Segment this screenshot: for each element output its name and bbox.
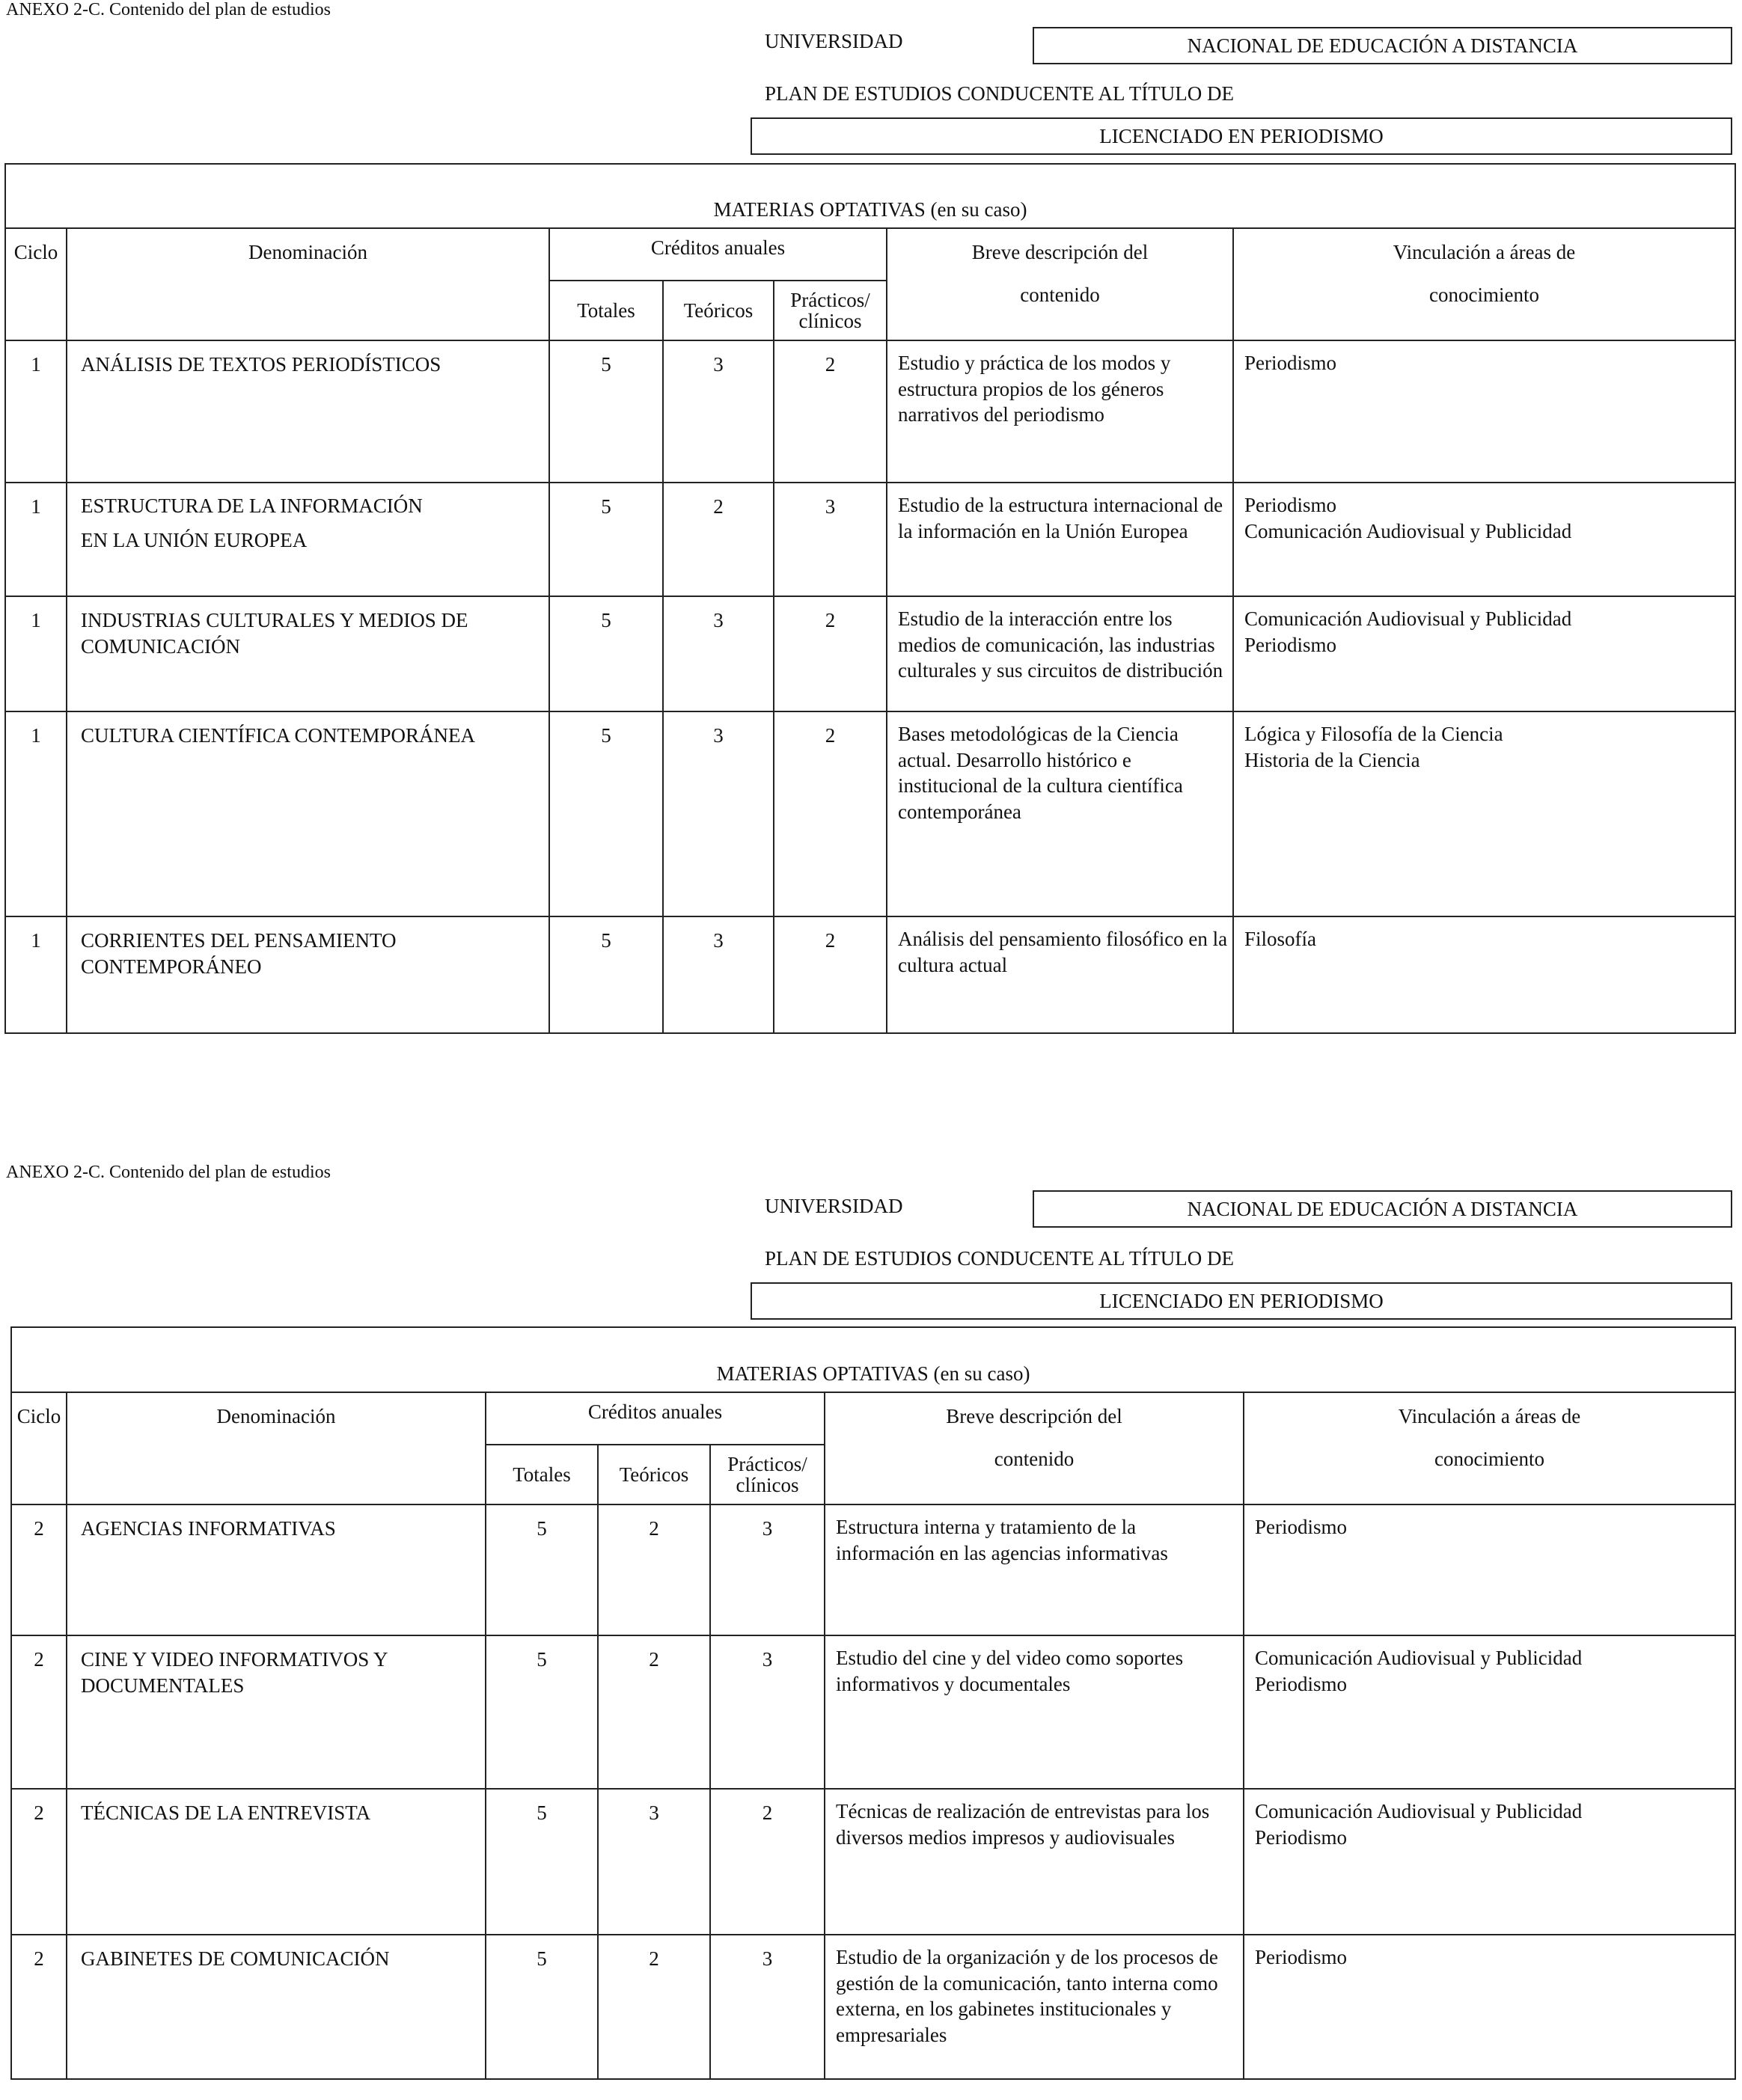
cell-totales: 5 (549, 596, 663, 711)
denominacion-line: ANÁLISIS DE TEXTOS PERIODÍSTICOS (81, 353, 441, 376)
cell-denominacion (67, 340, 549, 483)
cell-teoricos: 2 (598, 1504, 710, 1635)
cell-areas (1233, 711, 1735, 916)
cell-practicos: 3 (710, 1504, 825, 1635)
denominacion-line: DOCUMENTALES (81, 1674, 245, 1697)
header-vinculacion-line2: conocimiento (1429, 283, 1540, 306)
denominacion-line: TÉCNICAS DE LA ENTREVISTA (81, 1801, 371, 1824)
cell-practicos: 2 (774, 916, 887, 1033)
cell-areas (1233, 340, 1735, 483)
cell-areas (1233, 596, 1735, 711)
area-item: Periodismo (1255, 1946, 1348, 1968)
cell-denominacion (67, 1504, 486, 1635)
cell-ciclo: 1 (5, 596, 67, 711)
cell-ciclo: 2 (11, 1504, 67, 1635)
header-vinculacion (1233, 228, 1735, 340)
header-teoricos: Teóricos (598, 1445, 710, 1504)
table-row (5, 483, 1735, 596)
cell-teoricos: 2 (663, 483, 774, 596)
denominacion-line: AGENCIAS INFORMATIVAS (81, 1517, 336, 1540)
denominacion-line: CORRIENTES DEL PENSAMIENTO (81, 929, 397, 952)
cell-denominacion (67, 483, 549, 596)
table-row (5, 340, 1735, 483)
materias-title: MATERIAS OPTATIVAS (en su caso) (11, 1327, 1735, 1392)
header-creditos: Créditos anuales (549, 228, 887, 281)
denominacion-line: COMUNICACIÓN (81, 634, 241, 658)
area-item: Comunicación Audiovisual y Publicidad (1255, 1800, 1583, 1822)
cell-practicos: 2 (710, 1789, 825, 1935)
cell-totales: 5 (549, 916, 663, 1033)
header-practicos-line2: clínicos (736, 1474, 799, 1496)
cell-ciclo: 1 (5, 340, 67, 483)
cell-descripcion: Estructura interna y tratamiento de la información en las agencias informativas (825, 1504, 1244, 1635)
degree-title-box: LICENCIADO EN PERIODISMO (751, 1282, 1732, 1320)
denominacion-line: CULTURA CIENTÍFICA CONTEMPORÁNEA (81, 724, 476, 747)
university-name-box: NACIONAL DE EDUCACIÓN A DISTANCIA (1033, 27, 1732, 64)
annex-title: ANEXO 2-C. Contenido del plan de estudios (6, 0, 331, 19)
cell-ciclo: 1 (5, 916, 67, 1033)
header-descripcion-line2: contenido (994, 1447, 1075, 1470)
area-item: Periodismo (1255, 1516, 1348, 1538)
cell-denominacion (67, 596, 549, 711)
header-denominacion: Denominación (67, 1392, 486, 1504)
annex-title: ANEXO 2-C. Contenido del plan de estudios (6, 1163, 331, 1182)
cell-denominacion (67, 1789, 486, 1935)
denominacion-line: CONTEMPORÁNEO (81, 955, 262, 978)
university-name-box: NACIONAL DE EDUCACIÓN A DISTANCIA (1033, 1190, 1732, 1228)
cell-denominacion (67, 1635, 486, 1789)
cell-areas (1233, 483, 1735, 596)
cell-teoricos: 2 (598, 1635, 710, 1789)
header-practicos-line2: clínicos (798, 310, 862, 332)
header-totales: Totales (486, 1445, 598, 1504)
cell-descripcion: Técnicas de realización de entrevistas para los diversos medios impresos y audiovisuales (825, 1789, 1244, 1935)
area-item: Periodismo (1255, 1825, 1348, 1849)
cell-descripcion: Estudio de la interacción entre los medios de comunicación, las industrias culturales y sus circuitos de distribución (887, 596, 1233, 711)
table-row (5, 711, 1735, 916)
cell-areas (1244, 1935, 1735, 2079)
header-vinculacion-line1: Vinculación a áreas de (1393, 241, 1576, 263)
denominacion-line: ESTRUCTURA DE LA INFORMACIÓN (81, 495, 423, 517)
cell-areas (1244, 1635, 1735, 1789)
cell-ciclo: 2 (11, 1935, 67, 2079)
cell-practicos: 3 (774, 483, 887, 596)
university-label: UNIVERSIDAD (765, 30, 903, 52)
header-descripcion (887, 228, 1233, 340)
university-label: UNIVERSIDAD (765, 1195, 903, 1217)
header-descripcion-line1: Breve descripción del (971, 241, 1149, 263)
area-item: Comunicación Audiovisual y Publicidad (1244, 607, 1572, 630)
materias-table (4, 163, 1736, 1034)
cell-totales: 5 (486, 1635, 598, 1789)
cell-ciclo: 2 (11, 1635, 67, 1789)
plan-label: PLAN DE ESTUDIOS CONDUCENTE AL TÍTULO DE (765, 82, 1234, 105)
table-row (5, 596, 1735, 711)
table-row (11, 1789, 1735, 1935)
header-practicos-line1: Prácticos/ (790, 288, 870, 311)
degree-title-box: LICENCIADO EN PERIODISMO (751, 117, 1732, 155)
materias-table (10, 1326, 1736, 2080)
cell-teoricos: 3 (663, 596, 774, 711)
cell-totales: 5 (549, 711, 663, 916)
area-item: Periodismo (1255, 1672, 1348, 1695)
cell-teoricos: 3 (663, 340, 774, 483)
cell-totales: 5 (486, 1789, 598, 1935)
cell-descripcion: Bases metodológicas de la Ciencia actual. Desarrollo histórico e institucional de la cultura científica contemporánea (887, 711, 1233, 916)
cell-practicos: 2 (774, 596, 887, 711)
header-ciclo: Ciclo (5, 228, 67, 340)
plan-label: PLAN DE ESTUDIOS CONDUCENTE AL TÍTULO DE (765, 1247, 1234, 1270)
cell-denominacion (67, 916, 549, 1033)
header-practicos-line1: Prácticos/ (727, 1452, 807, 1475)
cell-denominacion (67, 711, 549, 916)
cell-areas (1233, 916, 1735, 1033)
header-descripcion-line1: Breve descripción del (946, 1405, 1122, 1427)
table-row (11, 1635, 1735, 1789)
header-vinculacion-line2: conocimiento (1434, 1447, 1545, 1470)
cell-teoricos: 3 (598, 1789, 710, 1935)
cell-practicos: 2 (774, 711, 887, 916)
cell-teoricos: 3 (663, 916, 774, 1033)
cell-totales: 5 (549, 483, 663, 596)
area-item: Comunicación Audiovisual y Publicidad (1244, 519, 1572, 542)
cell-descripcion: Estudio de la estructura internacional de la información en la Unión Europea (887, 483, 1233, 596)
area-item: Lógica y Filosofía de la Ciencia (1244, 723, 1503, 745)
materias-title: MATERIAS OPTATIVAS (en su caso) (5, 164, 1735, 228)
cell-areas (1244, 1789, 1735, 1935)
table-row (5, 916, 1735, 1033)
cell-practicos: 3 (710, 1635, 825, 1789)
cell-teoricos: 3 (663, 711, 774, 916)
table-row (11, 1504, 1735, 1635)
area-item: Periodismo (1244, 352, 1337, 374)
header-totales: Totales (549, 281, 663, 340)
cell-descripcion: Estudio y práctica de los modos y estructura propios de los géneros narrativos del periodismo (887, 340, 1233, 483)
cell-areas (1244, 1504, 1735, 1635)
header-creditos: Créditos anuales (486, 1392, 825, 1445)
header-ciclo: Ciclo (11, 1392, 67, 1504)
cell-descripcion: Análisis del pensamiento filosófico en la cultura actual (887, 916, 1233, 1033)
area-item: Historia de la Ciencia (1244, 748, 1420, 771)
denominacion-line: INDUSTRIAS CULTURALES Y MEDIOS DE (81, 609, 468, 631)
area-item: Periodismo (1244, 494, 1337, 516)
header-practicos (710, 1445, 825, 1504)
area-item: Comunicación Audiovisual y Publicidad (1255, 1647, 1583, 1669)
cell-totales: 5 (549, 340, 663, 483)
header-teoricos: Teóricos (663, 281, 774, 340)
cell-ciclo: 2 (11, 1789, 67, 1935)
denominacion-line: CINE Y VIDEO INFORMATIVOS Y (81, 1648, 388, 1671)
area-item: Periodismo (1244, 633, 1337, 656)
cell-practicos: 3 (710, 1935, 825, 2079)
header-practicos (774, 281, 887, 340)
cell-teoricos: 2 (598, 1935, 710, 2079)
header-descripcion-line2: contenido (1020, 283, 1100, 306)
denominacion-line: EN LA UNIÓN EUROPEA (81, 528, 308, 551)
header-vinculacion (1244, 1392, 1735, 1504)
header-denominacion: Denominación (67, 228, 549, 340)
denominacion-line: GABINETES DE COMUNICACIÓN (81, 1947, 390, 1970)
cell-descripcion: Estudio del cine y del video como soportes informativos y documentales (825, 1635, 1244, 1789)
area-item: Filosofía (1244, 928, 1317, 950)
cell-totales: 5 (486, 1504, 598, 1635)
cell-ciclo: 1 (5, 483, 67, 596)
header-descripcion (825, 1392, 1244, 1504)
cell-descripcion: Estudio de la organización y de los procesos de gestión de la comunicación, tanto interna como externa, en los gabinetes institucionales y empresariales (825, 1935, 1244, 2079)
header-vinculacion-line1: Vinculación a áreas de (1398, 1405, 1581, 1427)
cell-practicos: 2 (774, 340, 887, 483)
cell-denominacion (67, 1935, 486, 2079)
cell-totales: 5 (486, 1935, 598, 2079)
table-row (11, 1935, 1735, 2079)
cell-ciclo: 1 (5, 711, 67, 916)
